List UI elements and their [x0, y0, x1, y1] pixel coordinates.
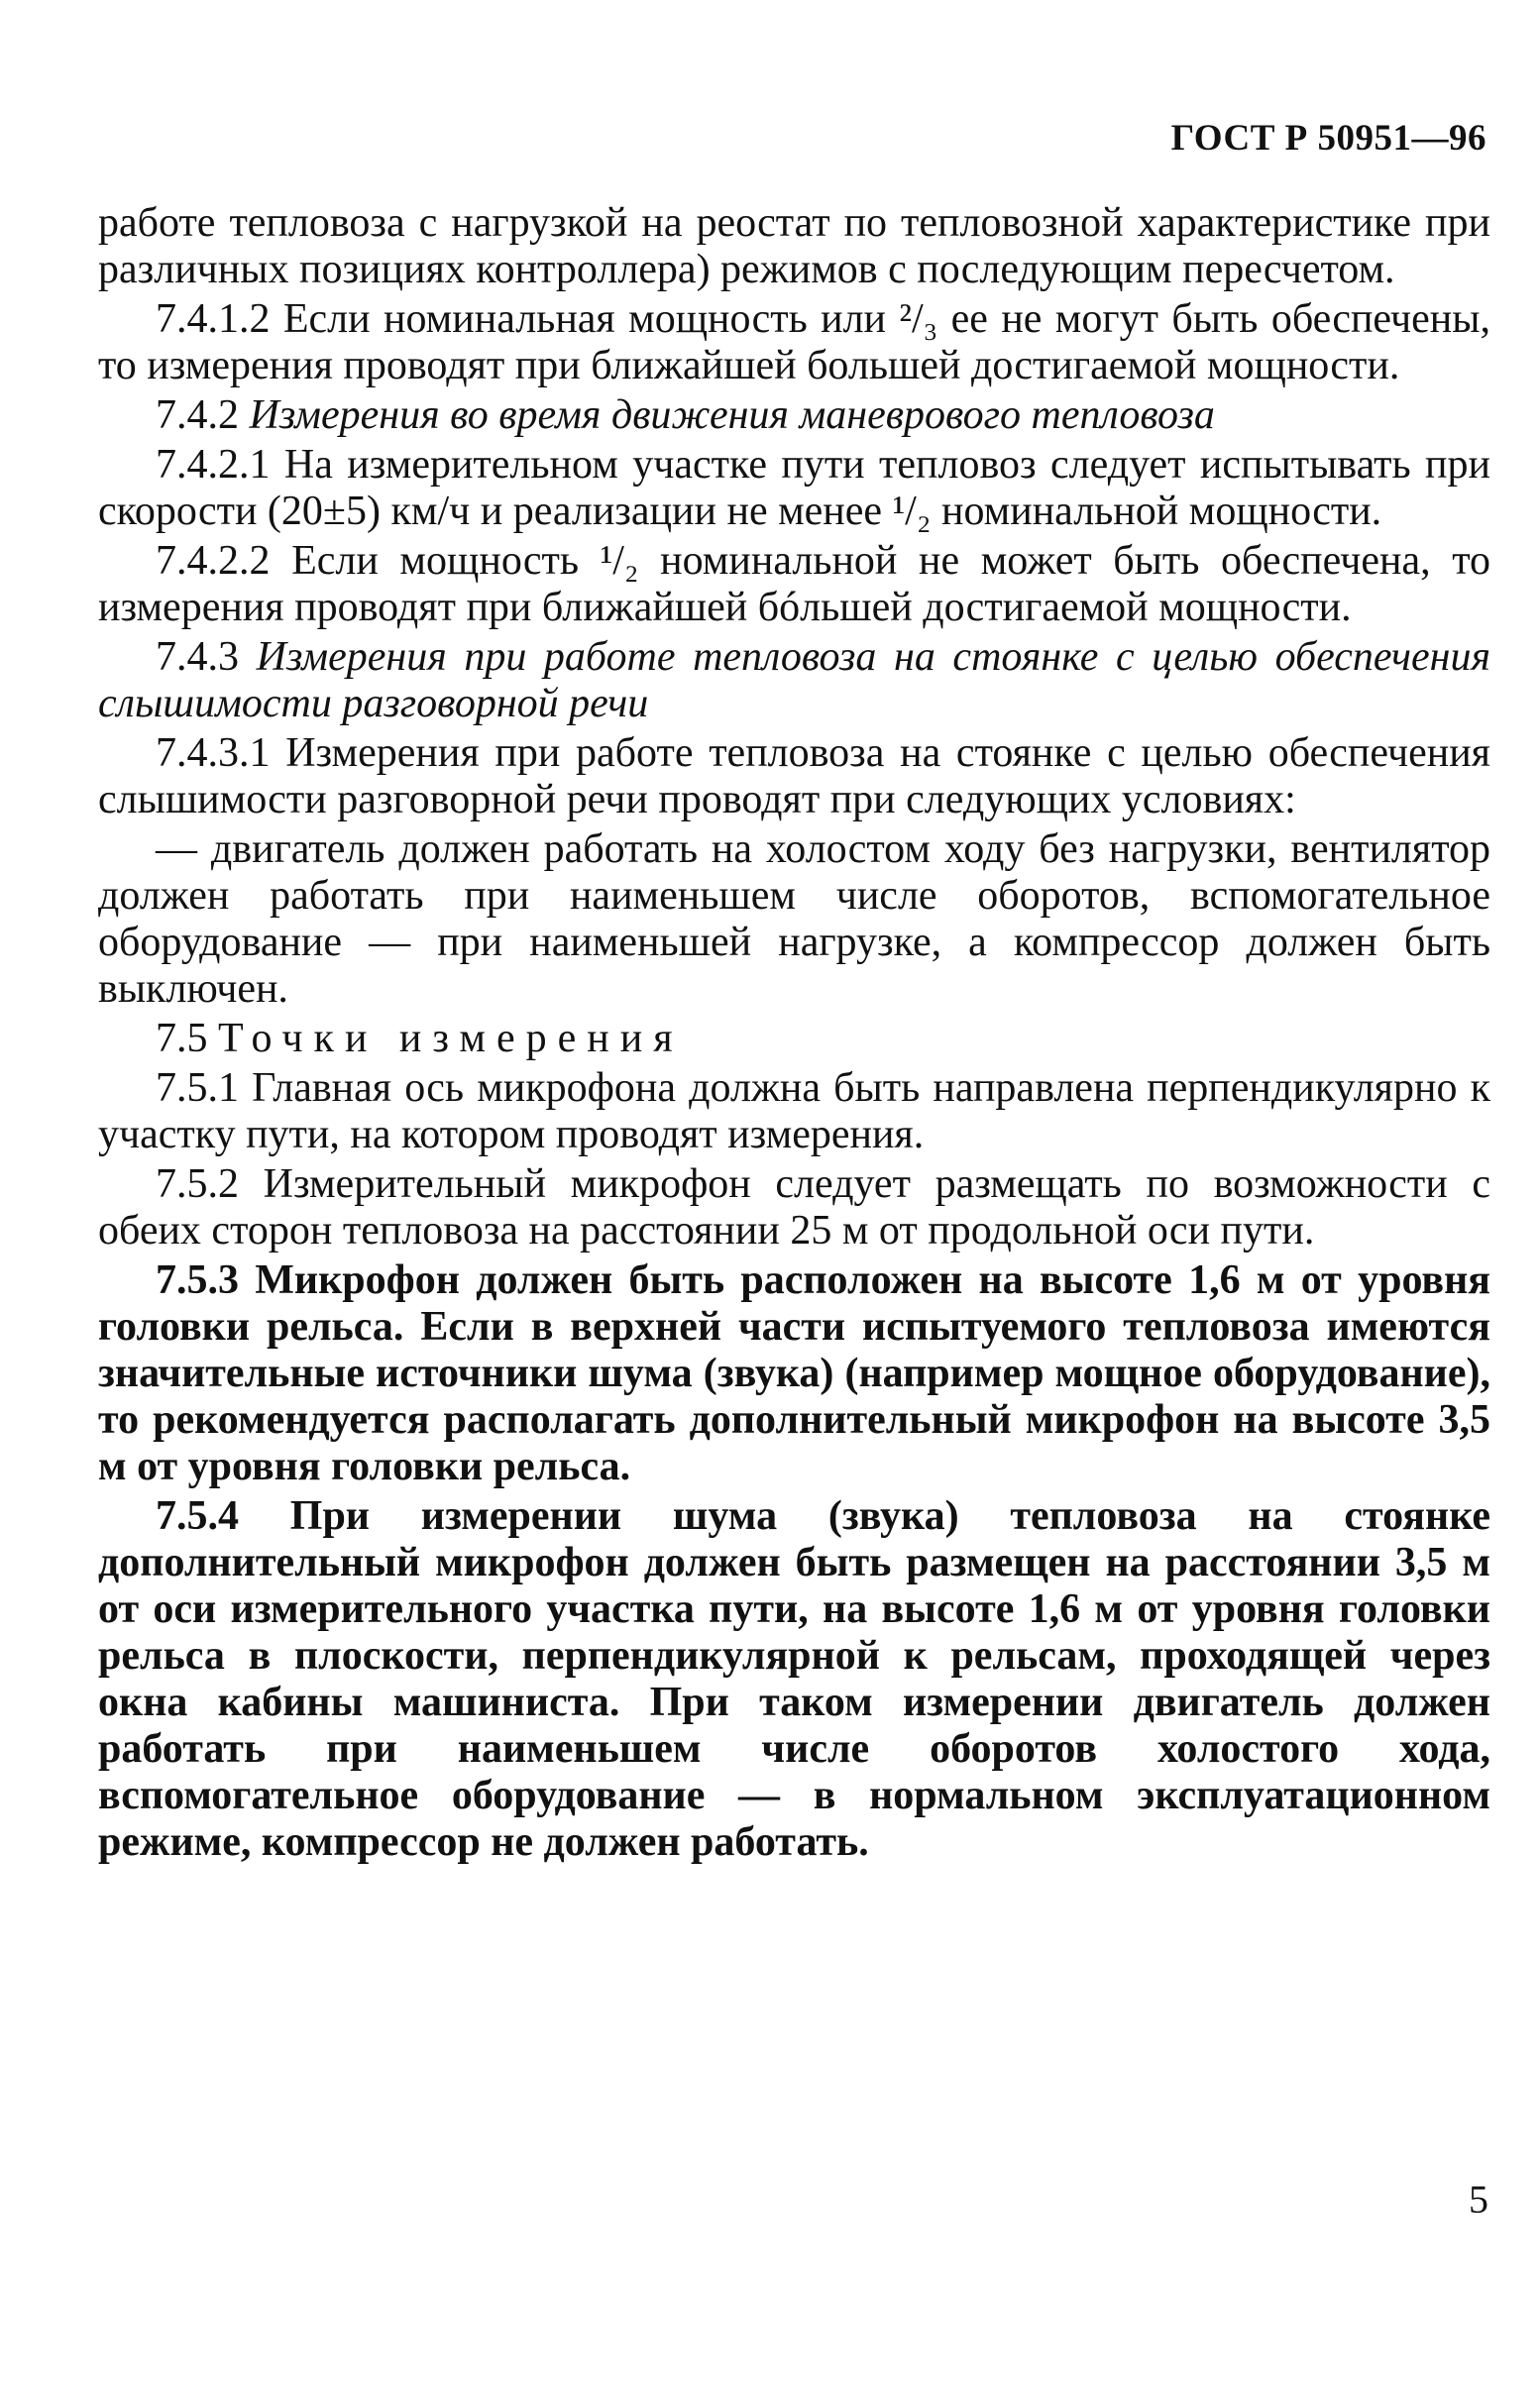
paragraph-condition-dash: — двигатель должен работать на холостом ходу без нагрузки, вентилятор должен работать при наименьшем числе оборотов, вспомогательное оборудование — при наименьшей нагрузке, а компрессор должен быть выключен.: [98, 826, 1490, 1012]
paragraph-7-4-1-2: 7.4.1.2 Если номинальная мощность или ²/₃ ее не могут быть обеспечены, то измерения проводят при ближайшей большей достигаемой мощности.: [98, 296, 1490, 388]
section-number: 7.4.3: [156, 634, 239, 680]
section-heading-7-5: [98, 1016, 1490, 1062]
section-heading-7-4-3: [98, 634, 1490, 727]
standard-code-header: ГОСТ Р 50951—96: [1170, 118, 1486, 159]
page-number: 5: [1469, 2177, 1488, 2222]
document-body: [98, 200, 1490, 1869]
paragraph-7-4-2-2: 7.4.2.2 Если мощность ¹/₂ номинальной не может быть обеспечена, то измерения проводят при ближайшей бóльшей достигаемой мощности.: [98, 538, 1490, 630]
section-number: 7.4.2: [156, 392, 239, 438]
paragraph-7-4-3-1: 7.4.3.1 Измерения при работе тепловоза на стоянке с целью обеспечения слышимости разговорной речи проводят при следующих условиях:: [98, 730, 1490, 822]
section-title: Измерения во время движения маневрового тепловоза: [249, 392, 1215, 438]
paragraph-7-5-2: 7.5.2 Измерительный микрофон следует размещать по возможности с обеих сторон тепловоза на расстоянии 25 м от продольной оси пути.: [98, 1161, 1490, 1254]
paragraph-7-5-3: 7.5.3 Микрофон должен быть расположен на высоте 1,6 м от уровня головки рельса. Если в верхней части испытуемого тепловоза имеются значительные источники шума (звука) (например мощное оборудование), то рекомендуется располагать дополнительный микрофон на высоте 3,5 м от уровня головки рельса.: [98, 1257, 1490, 1489]
paragraph-7-5-4: 7.5.4 При измерении шума (звука) тепловоза на стоянке дополнительный микрофон должен быть размещен на расстоянии 3,5 м от оси измерительного участка пути, на высоте 1,6 м от уровня головки рельса в плоскости, перпендикулярной к рельсам, проходящей через окна кабины машиниста. При таком измерении двигатель должен работать при наименьшем числе оборотов холостого хода, вспомогательное оборудование — в нормальном эксплуатационном режиме, компрессор не должен работать.: [98, 1493, 1490, 1865]
paragraph-7-5-1: 7.5.1 Главная ось микрофона должна быть направлена перпендикулярно к участку пути, на котором проводят измерения.: [98, 1065, 1490, 1157]
paragraph-continuation: работе тепловоза с нагрузкой на реостат по тепловозной характеристике при различных позициях контроллера) режимов с последующим пересчетом.: [98, 200, 1490, 292]
section-title: Измерения при работе тепловоза на стоянке с целью обеспечения слышимости разговорной речи: [98, 634, 1491, 726]
section-number: 7.5: [156, 1016, 208, 1061]
section-title: Точки измерения: [218, 1016, 684, 1061]
section-heading-7-4-2: [98, 392, 1490, 439]
paragraph-7-4-2-1: 7.4.2.1 На измерительном участке пути тепловоз следует испытывать при скорости (20±5) км/ч и реализации не менее ¹/₂ номинальной мощности.: [98, 442, 1490, 534]
